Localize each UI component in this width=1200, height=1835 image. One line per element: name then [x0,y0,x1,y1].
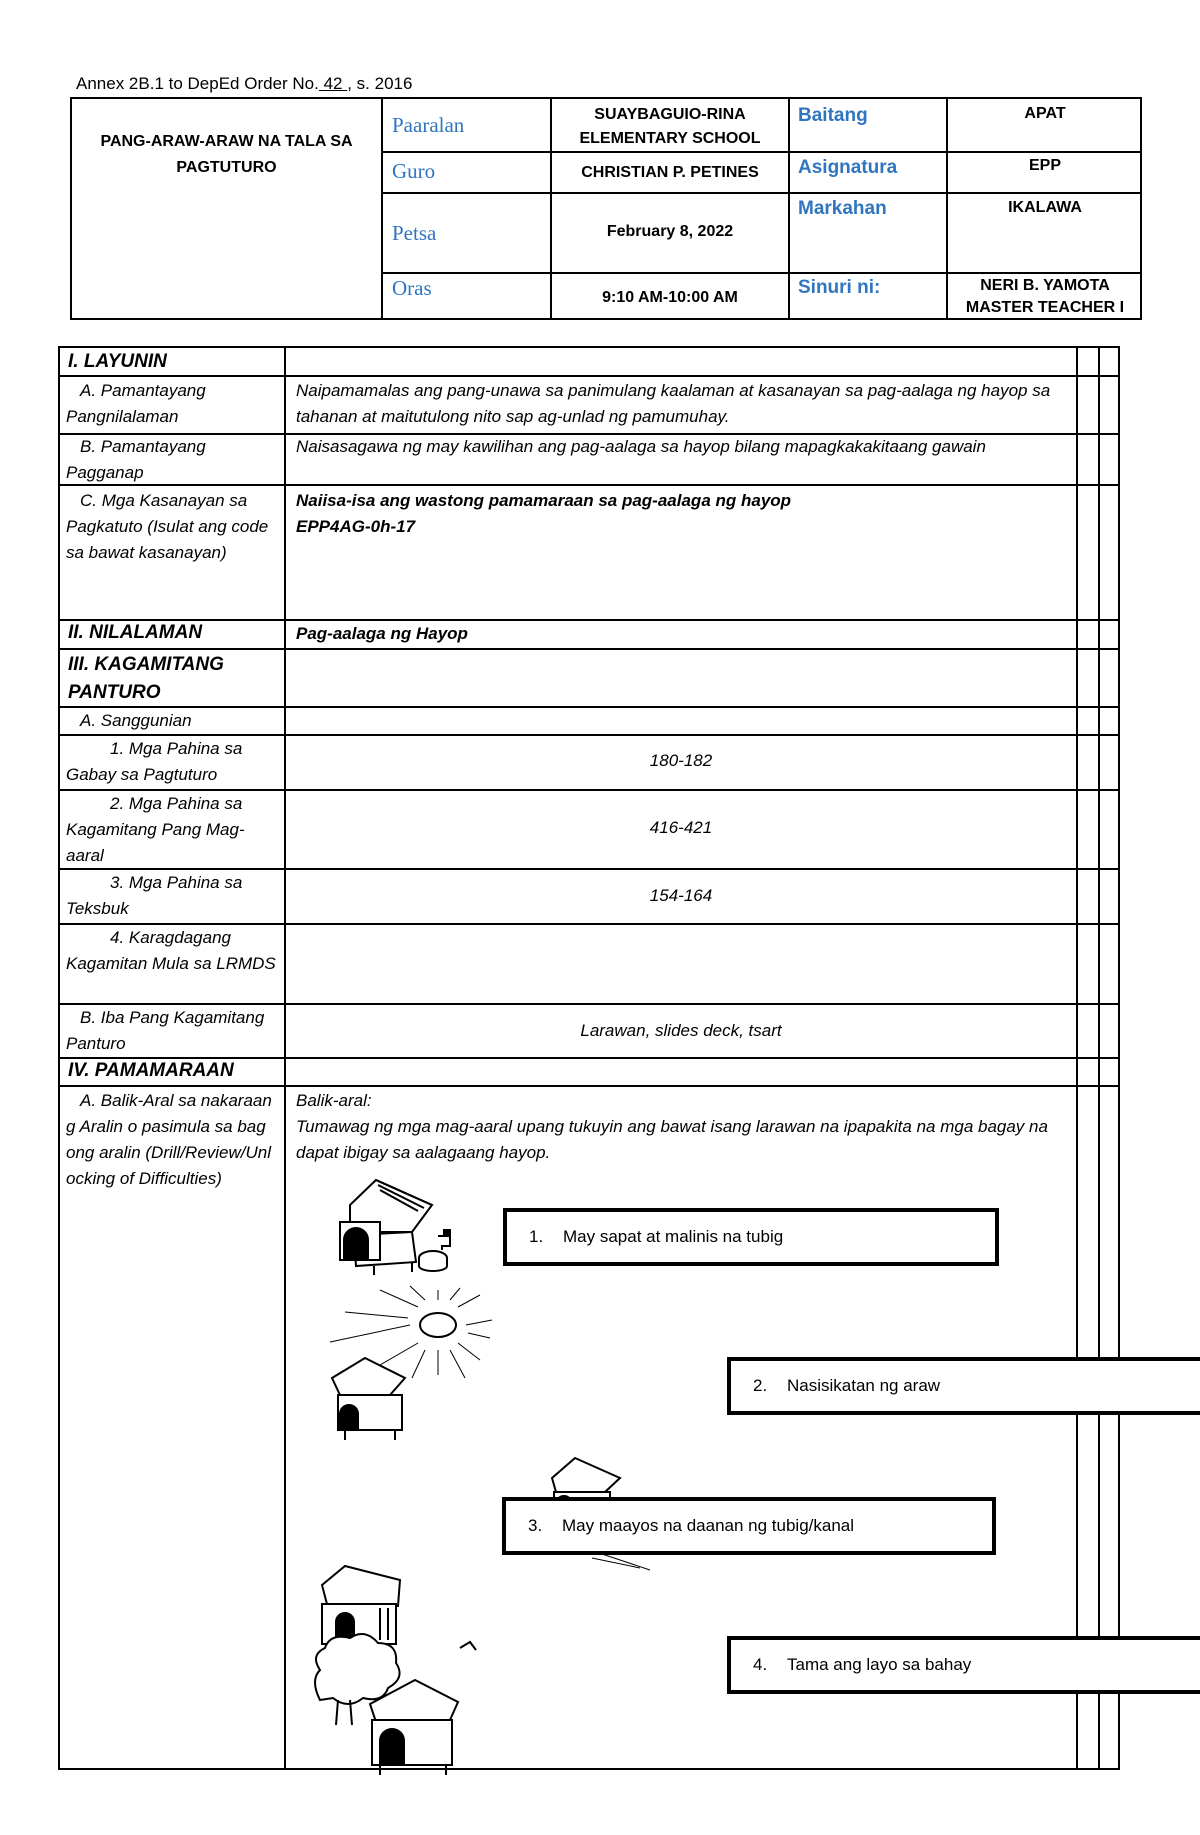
petsa-label: Petsa [392,221,437,245]
guro-label: Guro [392,159,436,183]
option-number: 3. [528,1516,543,1535]
doghouse-distance-image [315,1566,476,1775]
gabay-value: 180-182 [649,751,713,770]
iba-pang-kagamitan-value: Larawan, slides deck, tsart [580,1021,782,1040]
iba-pang-kagamitan-label: B. Iba Pang Kagamitang Panturo [66,1008,265,1053]
balik-aral-label: A. Balik-Aral sa nakaraang Aralin o pasimula sa bagong aralin (Drill/Review/Unlocking of Difficulties) [66,1091,272,1188]
annex-number: 42 [318,74,348,93]
baitang-label: Baitang [798,105,868,126]
oras-value: 9:10 AM-10:00 AM [602,289,738,306]
markahan-value: IKALAWA [1008,199,1082,216]
petsa-value: February 8, 2022 [606,223,734,240]
option-number: 4. [753,1655,768,1674]
gabay-label: 1. Mga Pahina sa Gabay sa Pagtuturo [66,739,243,784]
paaralan-label: Paaralan [392,113,465,137]
option-box-2 [727,1357,1200,1415]
mga-kasanayan-label: C. Mga Kasanayan sa Pagkatuto (Isulat ang code sa bawat kasanayan) [66,491,269,562]
asignatura-label: Asignatura [798,157,898,178]
option-number: 1. [529,1227,544,1246]
markahan-label: Markahan [798,198,887,219]
sinuri-title: MASTER TEACHER I [965,299,1125,316]
lrmds-label: 4. Karagdagang Kagamitan Mula sa LRMDS [66,928,276,973]
sanggunian-label: A. Sanggunian [80,711,192,730]
teksbuk-value: 154-164 [649,886,713,905]
annex-suffix: , s. 2016 [347,74,413,93]
option-text: May maayos na daanan ng tubig/kanal [562,1516,855,1535]
option-text: May sapat at malinis na tubig [563,1227,784,1246]
kasanayan-text: Naiisa-isa ang wastong pamamaraan sa pag-aalaga ng hayop [296,491,792,510]
doc-title: PANG-ARAW-ARAW NA TALA SA PAGTUTURO [100,133,353,176]
balik-aral-title: Balik-aral: [296,1091,372,1110]
pamantayang-pangnilalaman-label: A. Pamantayang Pangnilalaman [66,381,206,426]
pamantayang-pagganap-value: Naisasagawa ng may kawilihan ang pag-aalaga sa hayop bilang mapagkakakitaang gawain [296,437,986,456]
baitang-value: APAT [1024,105,1066,122]
kagamitan-heading: III. KAGAMITANG PANTURO [68,654,224,703]
nilalaman-heading: II. NILALAMAN [68,622,203,643]
doghouse-sun-image [332,1358,405,1440]
sinuri-label: Sinuri ni: [798,277,881,298]
sinuri-name: NERI B. YAMOTA [980,277,1110,294]
option-box-3 [502,1497,996,1555]
kagamitang-pang-mag-aaral-label: 2. Mga Pahina sa Kagamitang Pang Mag-aaral [66,794,245,865]
nilalaman-value: Pag-aalaga ng Hayop [296,624,468,643]
pamantayang-pagganap-label: B. Pamantayang Pagganap [66,437,206,482]
option-box-4 [727,1636,1200,1694]
kagamitang-pang-mag-aaral-value: 416-421 [649,818,713,837]
layunin-heading: I. LAYUNIN [68,351,167,372]
option-text: Nasisikatan ng araw [787,1376,941,1395]
pamantayang-pangnilalaman-value: Naipamamalas ang pang-unawa sa panimulang kaalaman at kasanayan sa pag-aalaga ng hayop sa tahanan at maitutulong nito sap ag-unlad ng pamumuhay. [296,381,1051,426]
option-text: Tama ang layo sa bahay [787,1655,972,1674]
oras-label: Oras [392,276,432,300]
doghouse-water-image [340,1180,450,1275]
paaralan-value: SUAYBAGUIO-RINA ELEMENTARY SCHOOL [579,106,761,147]
guro-value: CHRISTIAN P. PETINES [581,164,759,181]
teksbuk-label: 3. Mga Pahina sa Teksbuk [66,873,243,918]
kasanayan-code: EPP4AG-0h-17 [296,517,416,536]
option-box-1 [503,1208,999,1266]
annex-prefix: Annex 2B.1 to DepEd Order No. [76,74,319,93]
balik-aral-text: Tumawag ng mga mag-aaral upang tukuyin ang bawat isang larawan na ipapakita na mga bagay na dapat ibigay sa aalagaang hayop. [296,1117,1048,1162]
pamamaraan-heading: IV. PAMAMARAAN [68,1060,234,1081]
option-number: 2. [753,1376,768,1395]
asignatura-value: EPP [1028,157,1061,174]
